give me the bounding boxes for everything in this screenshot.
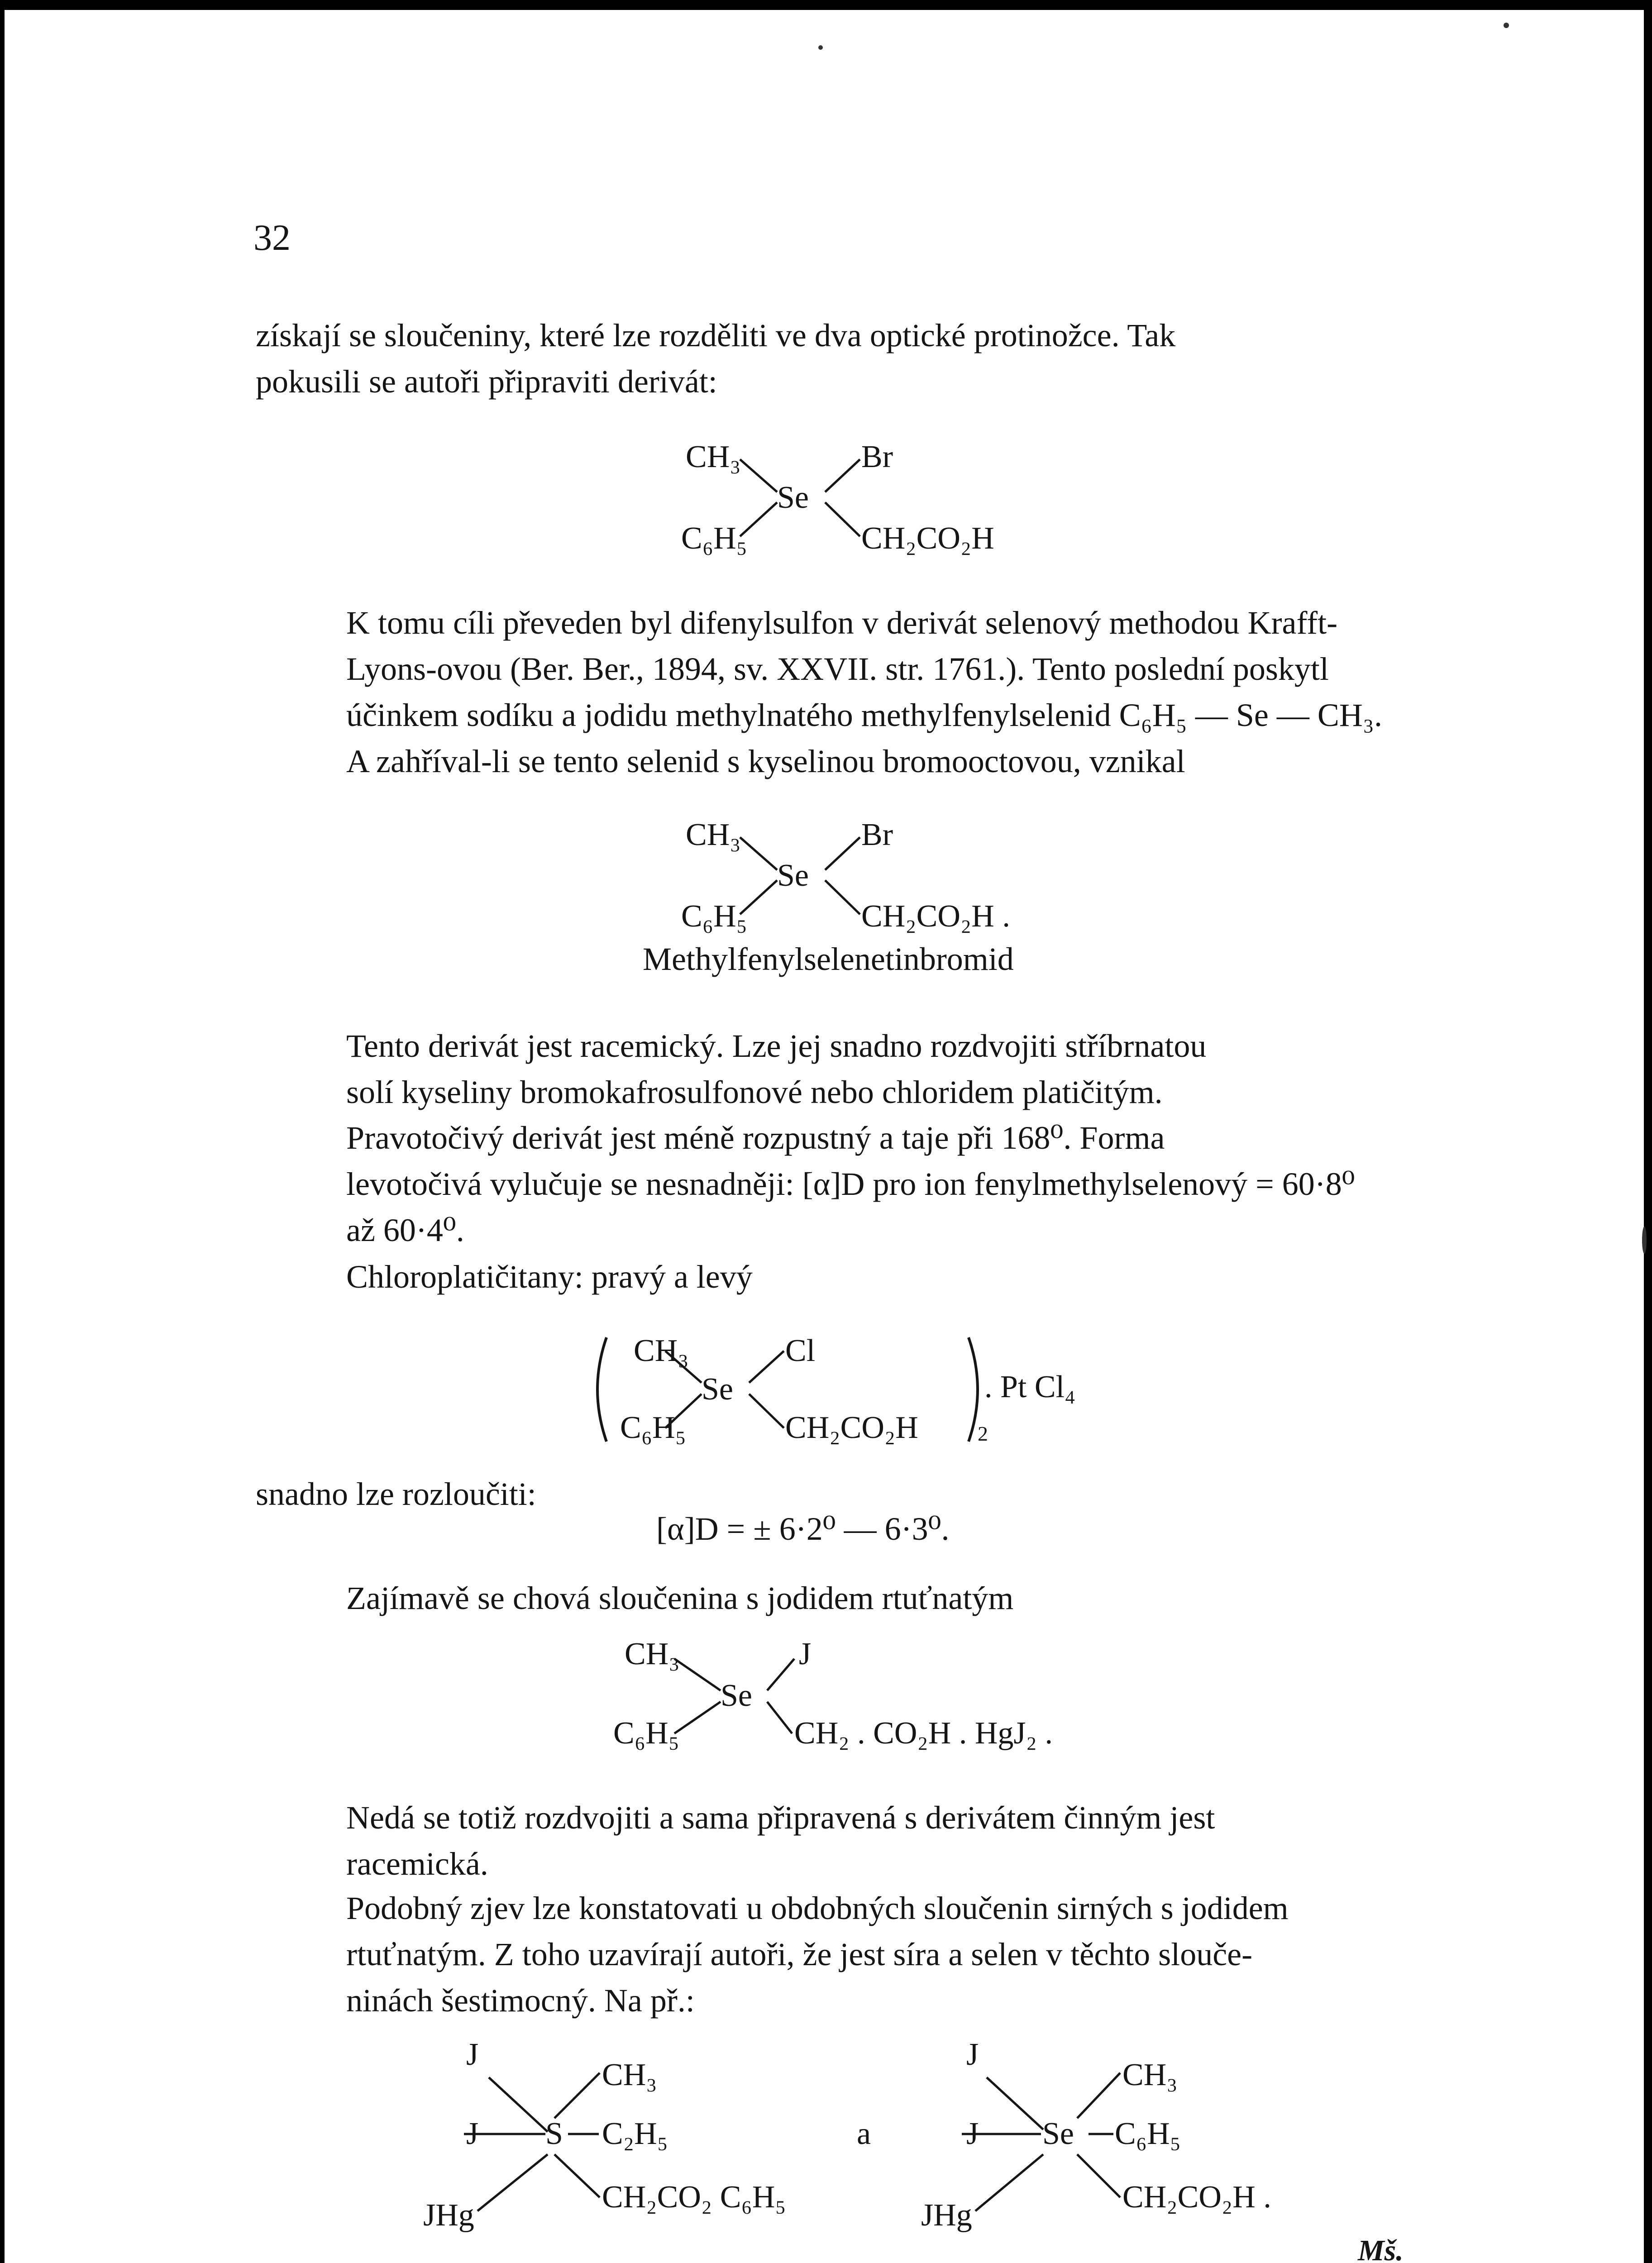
text-line: Chloroplatičitany: pravý a levý (346, 1259, 753, 1295)
paragraph-racemic (256, 1023, 1439, 1115)
substituent-upper-left: CH₃ (686, 817, 741, 852)
text-line: racemická. (346, 1846, 488, 1882)
central-atom: Se (721, 1678, 752, 1713)
central-atom: S (545, 2116, 563, 2151)
scan-speck (1504, 23, 1509, 28)
paragraph-sulfur (256, 1885, 1439, 2024)
paragraph-intro (256, 312, 1439, 405)
scan-speck (1642, 1227, 1647, 1254)
central-atom: Se (702, 1372, 733, 1407)
substituent-upper-left: CH₃ (686, 439, 741, 474)
text-line: Tento derivát jest racemický. Lze jej snadno rozdvojiti stříbrnatou (346, 1028, 1207, 1064)
substituent-upper-right: Cl (785, 1333, 816, 1368)
page-number: 32 (253, 217, 291, 258)
bracket-count: 2 (978, 1422, 988, 1445)
text-line: Lyons-ovou (Ber. Ber., 1894, sv. XXVII. str. 1761.). Tento poslední poskytl (346, 651, 1329, 687)
scan-speck (818, 45, 823, 50)
substituent-middle-left: J (966, 2116, 979, 2151)
substituent-middle-left: J (466, 2116, 479, 2151)
substituent-lower-left: C₆H₅ (681, 521, 748, 556)
platinum-chloride: . Pt Cl₄ (984, 1370, 1076, 1404)
central-atom: Se (1042, 2116, 1074, 2151)
paragraph-chloroplatinates (256, 1254, 1439, 1300)
substituent-upper-right: CH₃ (602, 2058, 657, 2092)
substituent-lower-right: CH₂ . CO₂H . HgJ₂ . (794, 1716, 1053, 1751)
conjunction (857, 2118, 884, 2154)
substituent-lower-right: CH₂CO₂H (785, 1410, 918, 1445)
text-line: získají se sloučeniny, které lze rozděliti ve dva optické protinožce. Tak (256, 317, 1176, 353)
text-line: pokusili se autoři připraviti derivát: (256, 363, 717, 400)
chem-structure-3 (588, 1333, 1109, 1455)
author-signature: Mš. (1358, 2234, 1404, 2263)
substituent-middle-right: C₂H₅ (602, 2116, 668, 2151)
chem-structure-5 (423, 2037, 831, 2233)
substituent-lower-right: CH₂CO₂ C₆H₅ (602, 2180, 786, 2215)
text-line: K tomu cíli převeden byl difenylsulfon v derivát selenový methodou Krafft- (346, 605, 1338, 641)
text-line: A zahříval-li se tento selenid s kyselinou bromooctovou, vznikal (346, 743, 1185, 779)
text-line: Nedá se totiž rozdvojiti a sama připravená s derivátem činným jest (346, 1800, 1215, 1836)
substituent-lower-left: JHg (423, 2198, 474, 2233)
scan-border-left (0, 0, 5, 2263)
substituent-upper-left: CH₃ (634, 1333, 689, 1368)
paragraph-mercury (256, 1575, 1439, 1621)
text-line: Zajímavě se chová sloučenina s jodidem rtuťnatým (346, 1580, 1014, 1616)
substituent-lower-left: C₆H₅ (620, 1410, 687, 1445)
text-line: solí kyseliny bromokafrosulfonové nebo chloridem platičitým. (346, 1074, 1163, 1110)
central-atom: Se (777, 858, 809, 893)
rotation-formula: [α]D = ± 6·2⁰ — 6·3⁰. (656, 1511, 950, 1547)
paragraph-synthesis (256, 600, 1439, 784)
substituent-upper-right: Br (861, 817, 893, 852)
chem-structure-6 (921, 2037, 1328, 2233)
text-line: ninách šestimocný. Na př.: (346, 1982, 695, 2019)
chem-structure-4 (613, 1638, 1134, 1756)
substituent-upper-left: CH₃ (625, 1637, 680, 1671)
text-line: až 60·4⁰. (346, 1212, 464, 1248)
text-line: levotočivá vylučuje se nesnadněji: [α]D pro ion fenylmethylselenový = 60·8⁰ (346, 1166, 1355, 1202)
substituent-lower-right: CH₂CO₂H . (861, 899, 1010, 934)
compound-caption: Methylfenylselenetinbromid (643, 941, 1014, 977)
substituent-upper-right: CH₃ (1122, 2058, 1178, 2092)
paragraph-racemic-mercury (256, 1795, 1439, 1887)
substituent-lower-left: C₆H₅ (681, 899, 748, 934)
substituent-upper-left: J (466, 2037, 479, 2072)
chem-structure-2 (681, 819, 1052, 937)
substituent-middle-right: C₆H₅ (1115, 2116, 1181, 2151)
chem-structure-1 (681, 441, 1043, 559)
scan-border-top (0, 0, 1652, 10)
conjunction-word: a (857, 2116, 871, 2151)
text-line: Podobný zjev lze konstatovati u obdobných sloučenin sirných s jodidem (346, 1890, 1289, 1926)
substituent-lower-right: CH₂CO₂H (861, 521, 994, 556)
substituent-upper-right: Br (861, 439, 893, 474)
text-line: rtuťnatým. Z toho uzavírají autoři, že jest síra a selen v těchto slouče- (346, 1936, 1253, 1972)
text-line: Pravotočivý derivát jest méně rozpustný a taje při 168⁰. Forma (346, 1120, 1165, 1156)
substituent-lower-left: JHg (921, 2198, 972, 2233)
substituent-upper-left: J (966, 2037, 979, 2072)
substituent-lower-left: C₆H₅ (613, 1716, 680, 1751)
paragraph-dextro (256, 1115, 1439, 1253)
scan-border-right (1644, 0, 1652, 2263)
central-atom: Se (777, 480, 809, 515)
text-line: účinkem sodíku a jodidu methylnatého methylfenylselenid C₆H₅ — Se — CH₃. (346, 697, 1382, 733)
substituent-upper-right: J (799, 1637, 812, 1671)
text-line: snadno lze rozloučiti: (256, 1476, 536, 1512)
substituent-lower-right: CH₂CO₂H . (1122, 2180, 1271, 2215)
